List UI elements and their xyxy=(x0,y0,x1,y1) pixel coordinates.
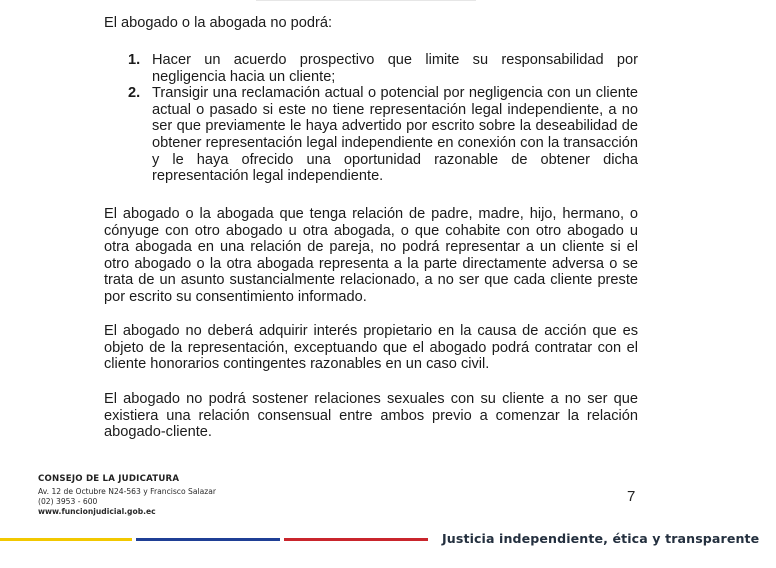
list-item xyxy=(104,52,638,85)
paragraph-proprietary-interest: El abogado no deberá adquirir interés propietario en la causa de acción que es objeto de la representación, exceptuando que el abogado podrá contratar con el cliente honorarios contingentes razonables en un caso civil. xyxy=(104,323,638,373)
footer-website: www.funcionjudicial.gob.ec xyxy=(38,507,156,516)
flag-stripe-red xyxy=(284,538,428,541)
paragraph-sexual-relations: El abogado no podrá sostener relaciones sexuales con su cliente a no ser que existiera una relación consensual entre ambos previo a comenzar la relación abogado-cliente. xyxy=(104,391,638,441)
prohibitions-list xyxy=(104,52,638,185)
footer-phone: (02) 3953 - 600 xyxy=(38,497,98,506)
intro-paragraph: El abogado o la abogada no podrá: xyxy=(104,15,333,31)
paragraph-family-relations: El abogado o la abogada que tenga relación de padre, madre, hijo, hermano, o cónyuge con otro abogado u otra abogada, o que cohabite con otro abogado u otra abogada en una relación de pareja, no podrá representar a un cliente si el otro abogado o la otra abogada representa a la parte directamente adversa o se trata de un asunto sustancialmente relacionado, a no ser que cada cliente preste por escrito su consentimiento informado. xyxy=(104,206,638,305)
list-item xyxy=(104,85,638,185)
header-remnant xyxy=(256,0,476,1)
footer-address: Av. 12 de Octubre N24-563 y Francisco Salazar xyxy=(38,487,217,496)
flag-stripe-blue xyxy=(136,538,280,541)
list-item-number: 1. xyxy=(128,52,141,68)
footer-slogan: Justicia independiente, ética y transparente xyxy=(442,531,760,546)
page-number: 7 xyxy=(627,488,636,505)
list-item-number: 2. xyxy=(128,85,141,102)
flag-stripe-yellow xyxy=(0,538,132,541)
list-item-text: Transigir una reclamación actual o potencial por negligencia con un cliente actual o pasado si este no tiene representación legal independiente, a no ser que previamente le haya advertido por escrito sobre la deseabilidad de obtener representación legal independiente en conexión con la transacción y le haya ofrecido una oportunidad razonable de obtener dicha representación legal independiente. xyxy=(152,85,638,185)
footer-organization: CONSEJO DE LA JUDICATURA xyxy=(38,474,180,484)
list-item-text: Hacer un acuerdo prospectivo que limite su responsabilidad por negligencia hacia un cliente; xyxy=(152,52,638,85)
